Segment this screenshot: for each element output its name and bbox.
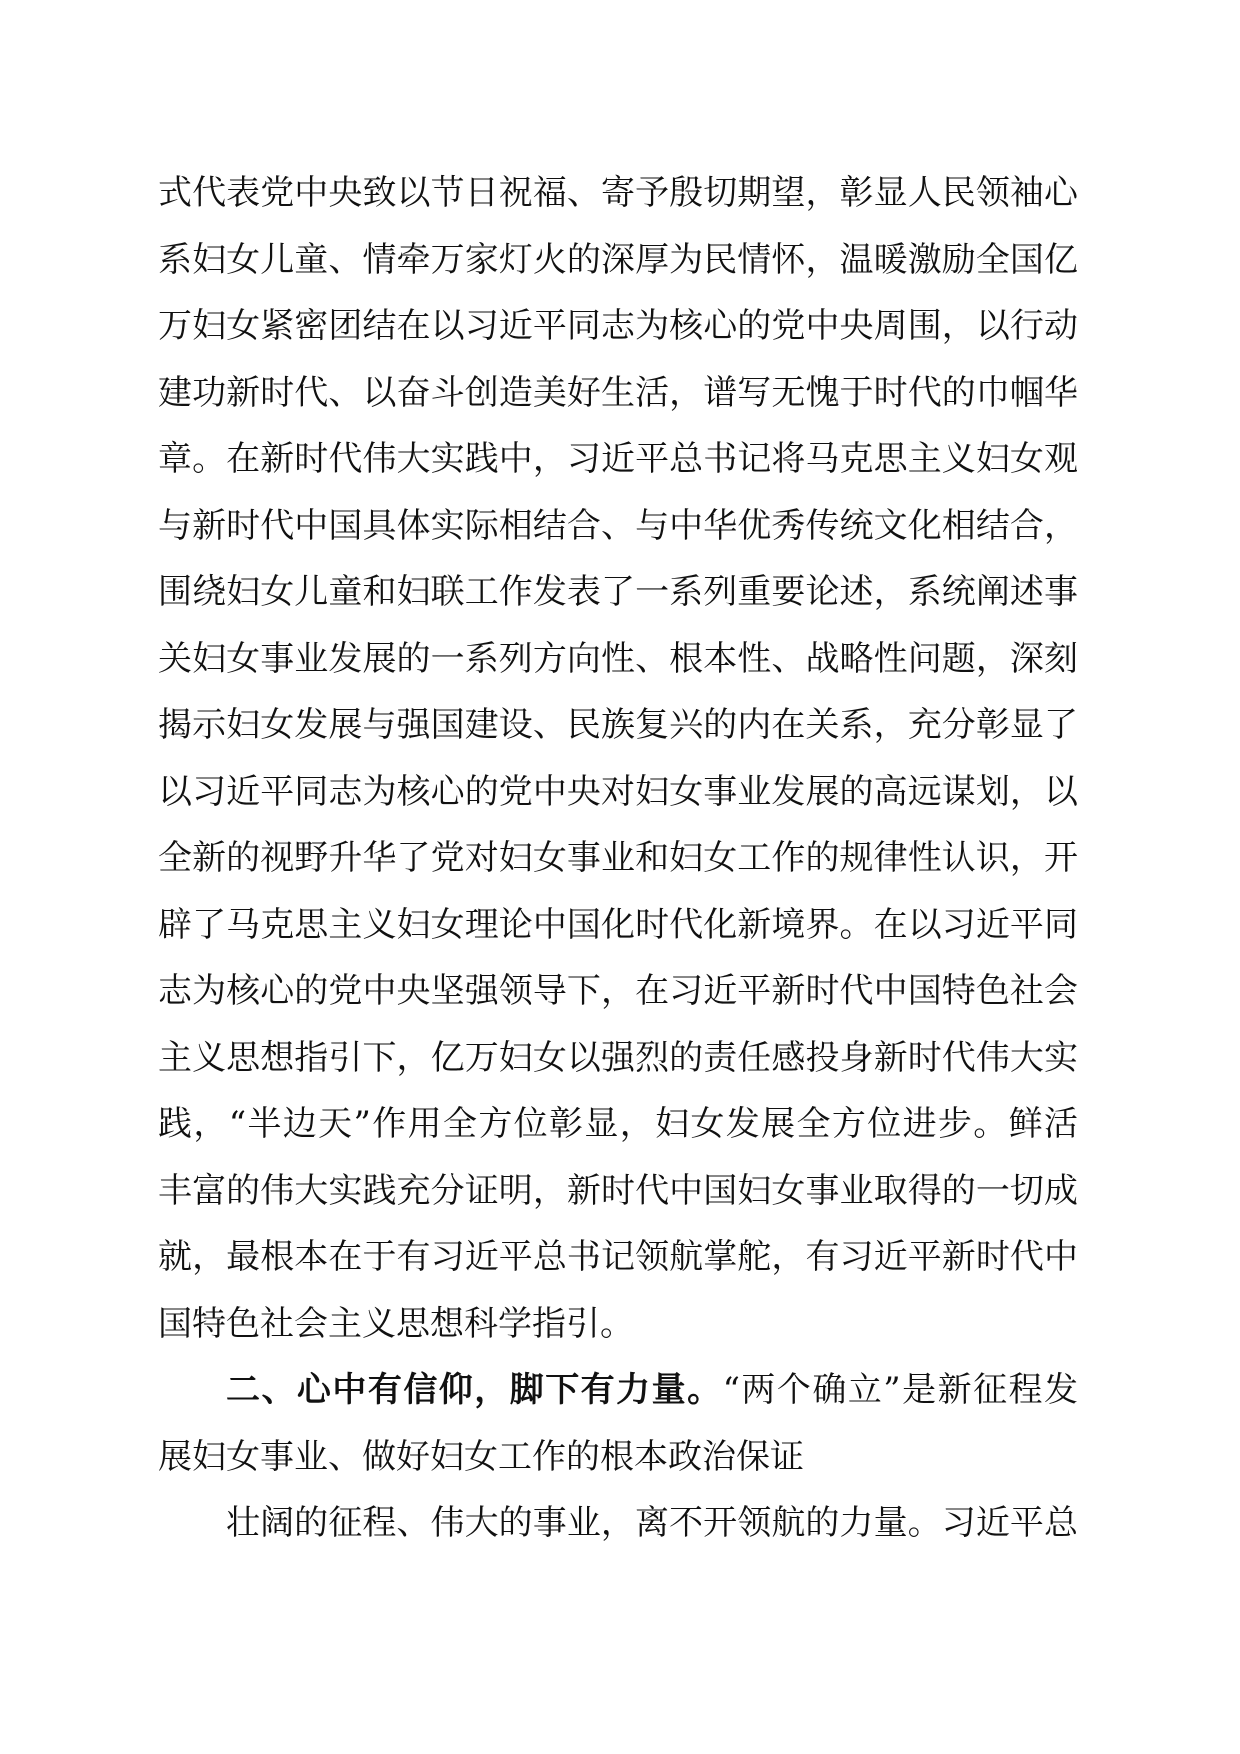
text-line: 章。在新时代伟大实践中，习近平总书记将马克思主义妇女观 bbox=[158, 439, 1078, 479]
text-line: 关妇女事业发展的一系列方向性、根本性、战略性问题，深刻 bbox=[158, 638, 1078, 679]
text-line: 丰富的伟大实践充分证明，新时代中国妇女事业取得的一切成 bbox=[158, 1170, 1078, 1211]
heading-rest-text: “两个确立”是新征程发 bbox=[722, 1370, 1078, 1410]
text-line: 国特色社会主义思想科学指引。 bbox=[158, 1303, 634, 1344]
text-line: 建功新时代、以奋斗创造美好生活，谱写无愧于时代的巾帼华 bbox=[158, 372, 1078, 413]
text-line: 全新的视野升华了党对妇女事业和妇女工作的规律性认识，开 bbox=[158, 838, 1078, 878]
paragraph-1 bbox=[158, 160, 1078, 1357]
heading-line: 展妇女事业、做好妇女工作的根本政治保证 bbox=[158, 1436, 804, 1477]
text-line: 万妇女紧密团结在以习近平同志为核心的党中央周围，以行动 bbox=[158, 306, 1078, 346]
heading-bold-text: 二、心中有信仰，脚下有力量。 bbox=[226, 1370, 723, 1410]
text-line: 壮阔的征程、伟大的事业，离不开领航的力量。习近平总 bbox=[226, 1503, 1078, 1543]
text-line: 志为核心的党中央坚强领导下，在习近平新时代中国特色社会 bbox=[158, 971, 1078, 1011]
text-line: 就，最根本在于有习近平总书记领航掌舵，有习近平新时代中 bbox=[158, 1237, 1078, 1277]
text-line: 践，“半边天”作用全方位彰显，妇女发展全方位进步。鲜活 bbox=[158, 1104, 1078, 1144]
paragraph-2 bbox=[158, 1490, 1078, 1557]
heading-line bbox=[158, 1357, 1078, 1424]
text-line: 围绕妇女儿童和妇联工作发表了一系列重要论述，系统阐述事 bbox=[158, 572, 1078, 612]
section-heading bbox=[158, 1357, 1078, 1490]
text-line: 系妇女儿童、情牵万家灯火的深厚为民情怀，温暖激励全国亿 bbox=[158, 239, 1078, 280]
text-line: 揭示妇女发展与强国建设、民族复兴的内在关系，充分彰显了 bbox=[158, 705, 1078, 745]
text-line: 辟了马克思主义妇女理论中国化时代化新境界。在以习近平同 bbox=[158, 904, 1078, 945]
document-body bbox=[158, 160, 1078, 1557]
text-line: 式代表党中央致以节日祝福、寄予殷切期望，彰显人民领袖心 bbox=[158, 173, 1078, 213]
text-line: 与新时代中国具体实际相结合、与中华优秀传统文化相结合， bbox=[158, 505, 1078, 546]
text-line: 主义思想指引下，亿万妇女以强烈的责任感投身新时代伟大实 bbox=[158, 1037, 1078, 1078]
text-line: 以习近平同志为核心的党中央对妇女事业发展的高远谋划，以 bbox=[158, 771, 1078, 812]
